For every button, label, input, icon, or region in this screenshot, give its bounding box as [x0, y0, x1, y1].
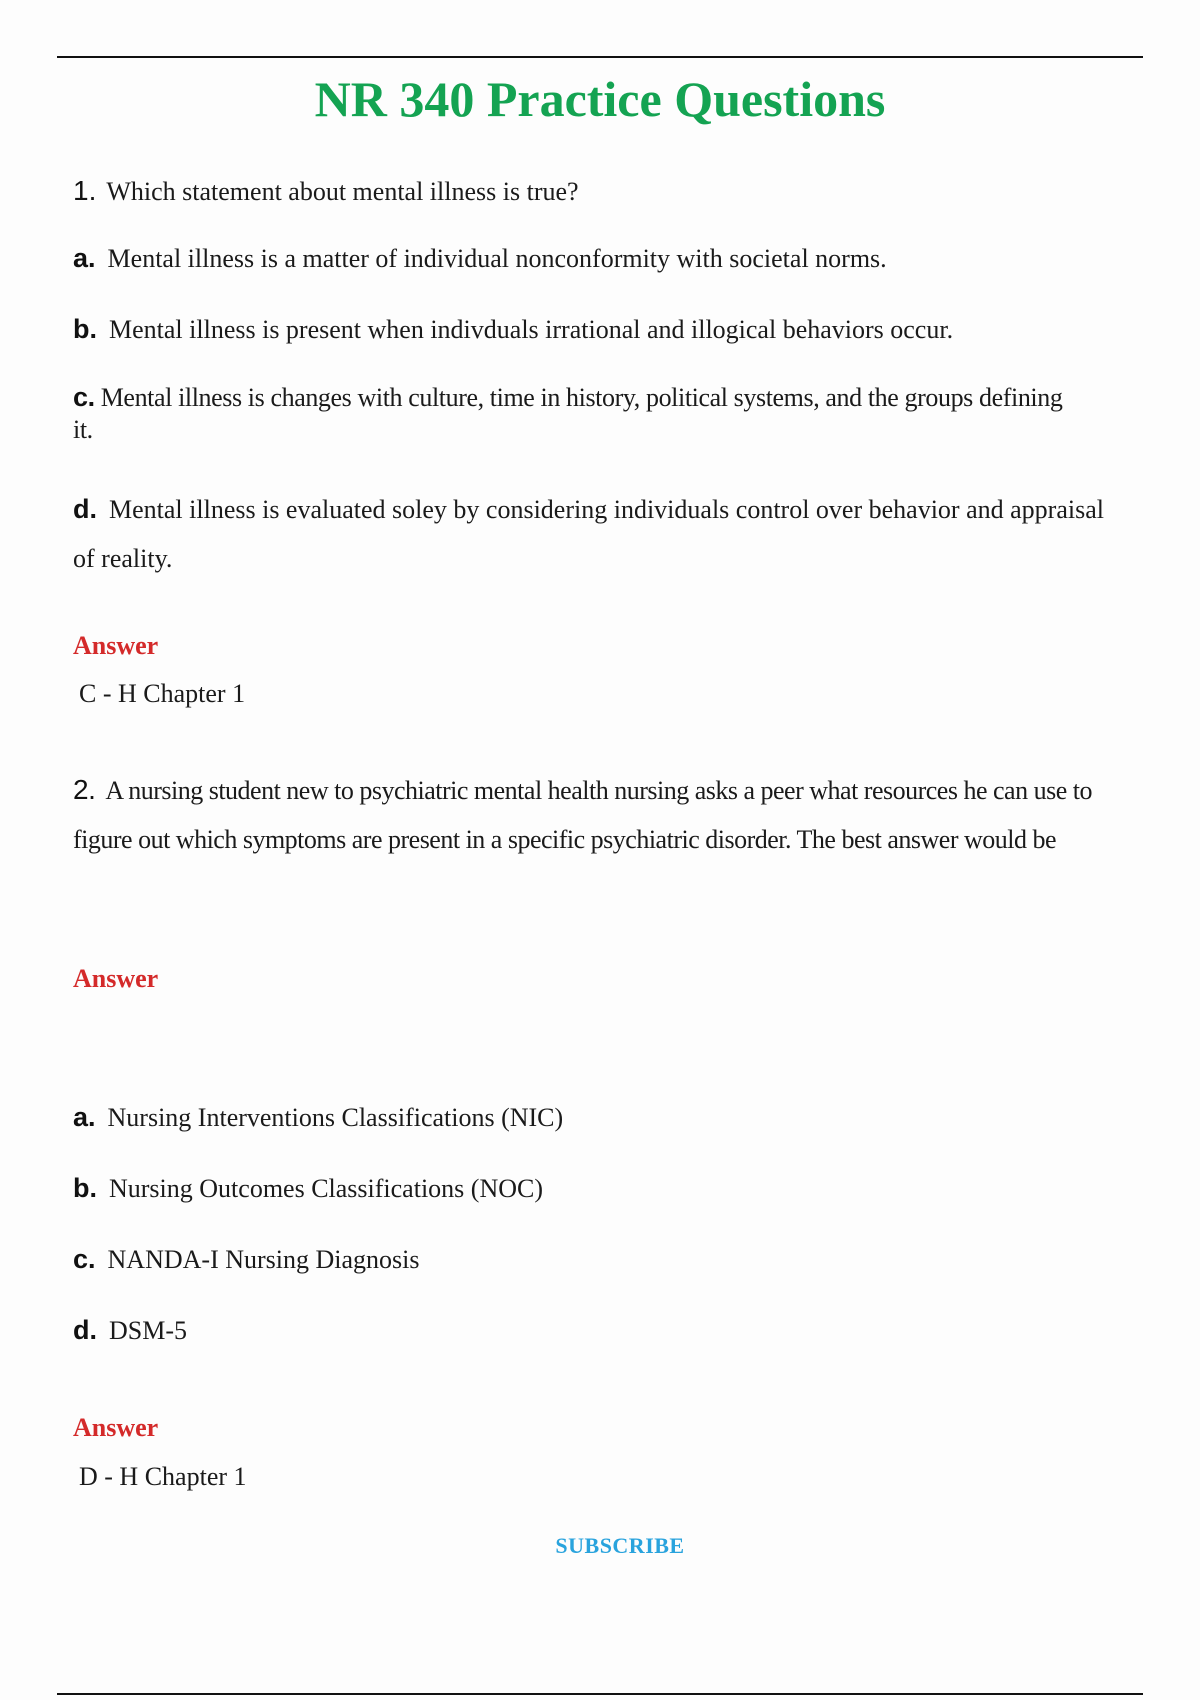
- option-text: Mental illness is present when indivduals irrational and illogical behaviors occur.: [109, 315, 954, 344]
- q1-option-d: [73, 485, 1113, 583]
- q2-option-b: [73, 1172, 1143, 1205]
- option-text: Nursing Outcomes Classifications (NOC): [109, 1174, 544, 1203]
- q1-option-b: [73, 313, 1143, 346]
- subscribe-link[interactable]: SUBSCRIBE: [555, 1533, 685, 1558]
- option-letter: d.: [73, 1315, 97, 1345]
- q2-option-d: [73, 1314, 1143, 1347]
- option-text: Mental illness is evaluated soley by considering individuals control over behavior and appraisal of reality.: [73, 495, 1104, 573]
- option-text: Mental illness is changes with culture, time in history, political systems, and the groups defining it.: [73, 383, 1063, 444]
- option-text: DSM-5: [109, 1316, 188, 1345]
- option-letter: a.: [73, 243, 96, 273]
- option-letter: b.: [73, 1173, 97, 1203]
- question-1: [73, 175, 1143, 208]
- top-rule: [57, 56, 1143, 58]
- option-letter: c.: [73, 382, 95, 412]
- q1-answer-text: C - H Chapter 1: [79, 679, 246, 708]
- q2-answer-label-mid: Answer: [73, 964, 159, 993]
- bottom-rule: [57, 1693, 1143, 1695]
- option-text: Mental illness is a matter of individual nonconformity with societal norms.: [107, 244, 887, 273]
- q2-option-c: [73, 1243, 1143, 1276]
- q1-option-c: [73, 381, 1073, 446]
- option-text: NANDA-I Nursing Diagnosis: [107, 1245, 420, 1274]
- option-letter: a.: [73, 1102, 96, 1132]
- option-letter: d.: [73, 494, 97, 524]
- q2-answer-label: Answer: [73, 1413, 159, 1442]
- page-title: NR 340 Practice Questions: [314, 71, 886, 127]
- option-letter: c.: [73, 1244, 96, 1274]
- option-letter: b.: [73, 314, 97, 344]
- question-number: 1.: [73, 175, 97, 206]
- question-prompt: Which statement about mental illness is true?: [106, 177, 579, 206]
- question-2: [73, 765, 1143, 864]
- q1-answer-label: Answer: [73, 631, 159, 660]
- q2-option-a: [73, 1101, 1143, 1134]
- question-prompt: A nursing student new to psychiatric mental health nursing asks a peer what resources he can use to figure out which symptoms are present in a specific psychiatric disorder. The best answer would be: [73, 776, 1092, 854]
- q1-option-a: [73, 242, 1143, 275]
- q2-answer-text: D - H Chapter 1: [79, 1462, 247, 1491]
- question-number: 2.: [73, 774, 96, 805]
- option-text: Nursing Interventions Classifications (NIC): [107, 1103, 564, 1132]
